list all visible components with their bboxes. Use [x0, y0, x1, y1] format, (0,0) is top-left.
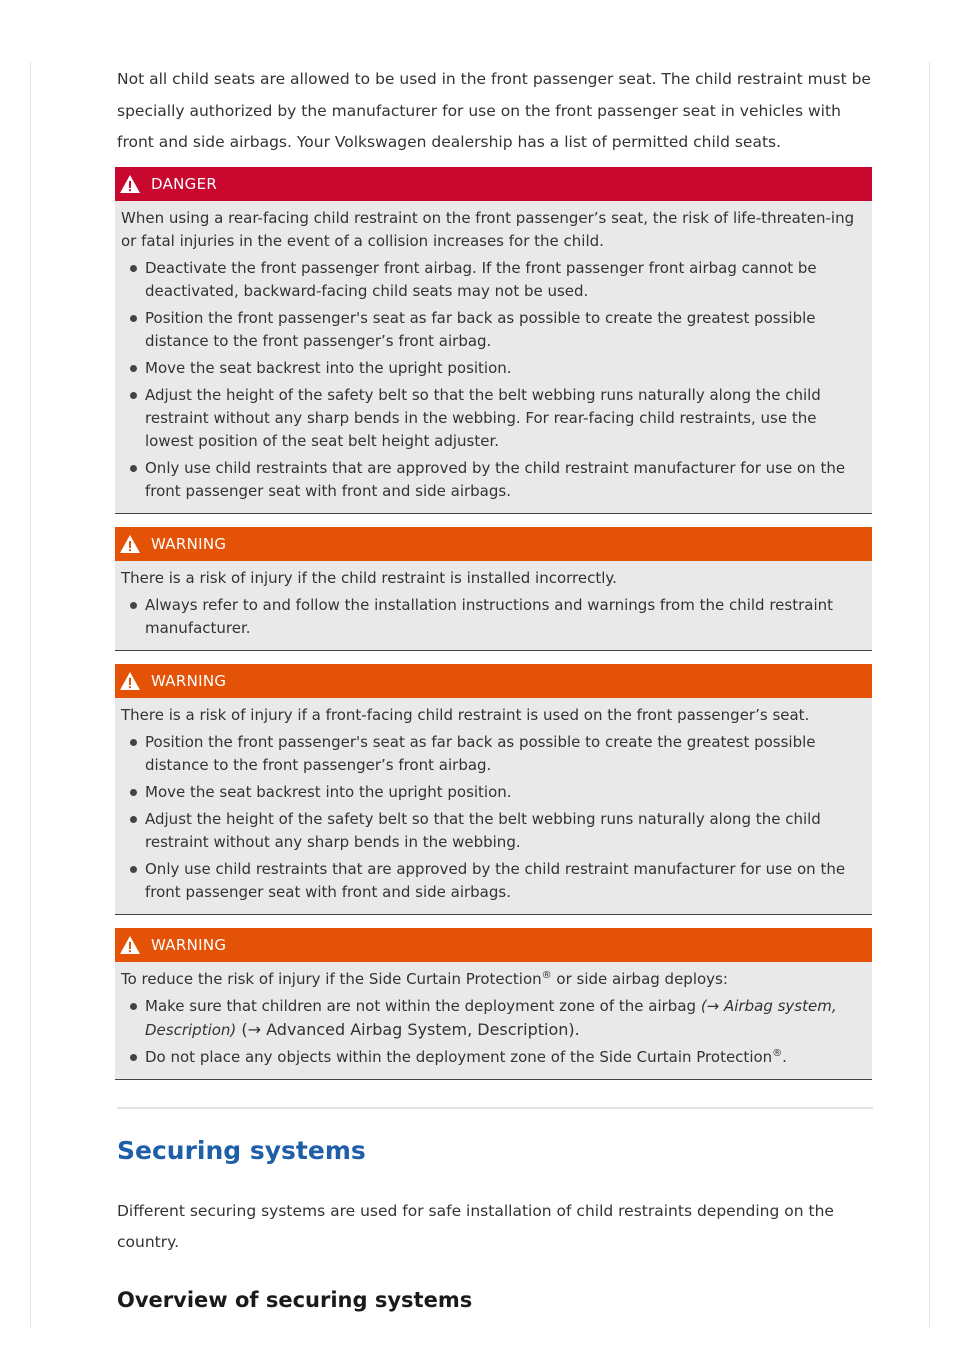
list-item: Position the front passenger's seat as far back as possible to create the greatest possible distance to the front passenger’s front airbag.: [121, 731, 862, 777]
left-margin-rule: [30, 62, 31, 1327]
danger-list: [121, 257, 862, 503]
list-item: Only use child restraints that are approved by the child restraint manufacturer for use on the front passenger seat with front and side airbags.: [121, 858, 862, 904]
list-item: Adjust the height of the safety belt so that the belt webbing runs naturally along the child restraint without any sharp bends in the webbing.: [121, 808, 862, 854]
bullet-icon: [130, 1003, 137, 1010]
warning-lead: To reduce the risk of injury if the Side Curtain Protection® or side airbag deploys:: [121, 969, 728, 988]
bullet-icon: [130, 465, 137, 472]
warning-list: [121, 731, 862, 904]
warning-triangle-icon: [119, 935, 141, 955]
warning-body: [115, 698, 872, 914]
bullet-icon: [130, 392, 137, 399]
section-paragraph: Different securing systems are used for safe installation of child restraints depending on the country.: [117, 1201, 834, 1251]
subsection-title: Overview of securing systems: [117, 1287, 473, 1312]
bullet-icon: [130, 265, 137, 272]
danger-body: [115, 201, 872, 513]
bullet-icon: [130, 602, 137, 609]
list-item: Adjust the height of the safety belt so that the belt webbing runs naturally along the child restraint without any sharp bends in the webbing. For rear-facing child restraints, use the lowest position of the seat belt height adjuster.: [121, 384, 862, 453]
list-item: Always refer to and follow the installation instructions and warnings from the child restraint manufacturer.: [121, 594, 862, 640]
bullet-icon: [130, 816, 137, 823]
warning-header: [115, 527, 872, 561]
bullet-icon: [130, 739, 137, 746]
section-title: Securing systems: [117, 1135, 366, 1165]
warning-triangle-icon: [119, 174, 141, 194]
warning-title: WARNING: [151, 671, 227, 690]
list-item: Move the seat backrest into the upright position.: [121, 357, 862, 380]
list-item: Make sure that children are not within the deployment zone of the airbag (→ Airbag system, Description) (→ Advanced Airbag System, Description).: [121, 995, 862, 1042]
danger-lead: When using a rear-facing child restraint on the front passenger’s seat, the risk of life-threaten-ing or fatal injuries in the event of a collision increases for the child.: [121, 208, 855, 250]
list-item: Do not place any objects within the deployment zone of the Side Curtain Protection®.: [121, 1046, 862, 1069]
bullet-icon: [130, 315, 137, 322]
warning-list: [121, 594, 862, 640]
page-content: [117, 64, 873, 1312]
danger-box: [115, 167, 872, 514]
bullet-icon: [130, 789, 137, 796]
bullet-icon: [130, 365, 137, 372]
warning-lead: There is a risk of injury if a front-facing child restraint is used on the front passenger’s seat.: [121, 705, 810, 724]
warning-list: [121, 995, 862, 1069]
warning-lead: There is a risk of injury if the child restraint is installed incorrectly.: [121, 568, 617, 587]
list-item: Position the front passenger's seat as far back as possible to create the greatest possible distance to the front passenger’s front airbag.: [121, 307, 862, 353]
list-item: Move the seat backrest into the upright position.: [121, 781, 862, 804]
warning-body: [115, 561, 872, 650]
bullet-icon: [130, 866, 137, 873]
warning-header: [115, 664, 872, 698]
warning-title: WARNING: [151, 534, 227, 553]
warning-box-side-curtain: [115, 928, 872, 1080]
danger-title: DANGER: [151, 174, 218, 193]
airbag-system-link[interactable]: (→ Airbag system, Description): [145, 996, 837, 1039]
warning-body: [115, 962, 872, 1079]
warning-triangle-icon: [119, 534, 141, 554]
intro-paragraph: Not all child seats are allowed to be used in the front passenger seat. The child restraint must be specially authorized by the manufacturer for use on the front passenger seat in vehicles with front and side airbags. Your Volkswagen dealership has a list of permitted child seats.: [117, 70, 871, 151]
right-margin-rule: [929, 62, 930, 1327]
advanced-airbag-link[interactable]: (→ Advanced Airbag System, Description).: [236, 1019, 580, 1039]
warning-header: [115, 928, 872, 962]
warning-box-front-facing: [115, 664, 872, 915]
warning-box-installation: [115, 527, 872, 651]
warning-title: WARNING: [151, 935, 227, 954]
danger-header: [115, 167, 872, 201]
list-item: Deactivate the front passenger front airbag. If the front passenger front airbag cannot be deactivated, backward-facing child seats may not be used.: [121, 257, 862, 303]
list-item: Only use child restraints that are approved by the child restraint manufacturer for use on the front passenger seat with front and side airbags.: [121, 457, 862, 503]
bullet-icon: [130, 1054, 137, 1061]
warning-triangle-icon: [119, 671, 141, 691]
